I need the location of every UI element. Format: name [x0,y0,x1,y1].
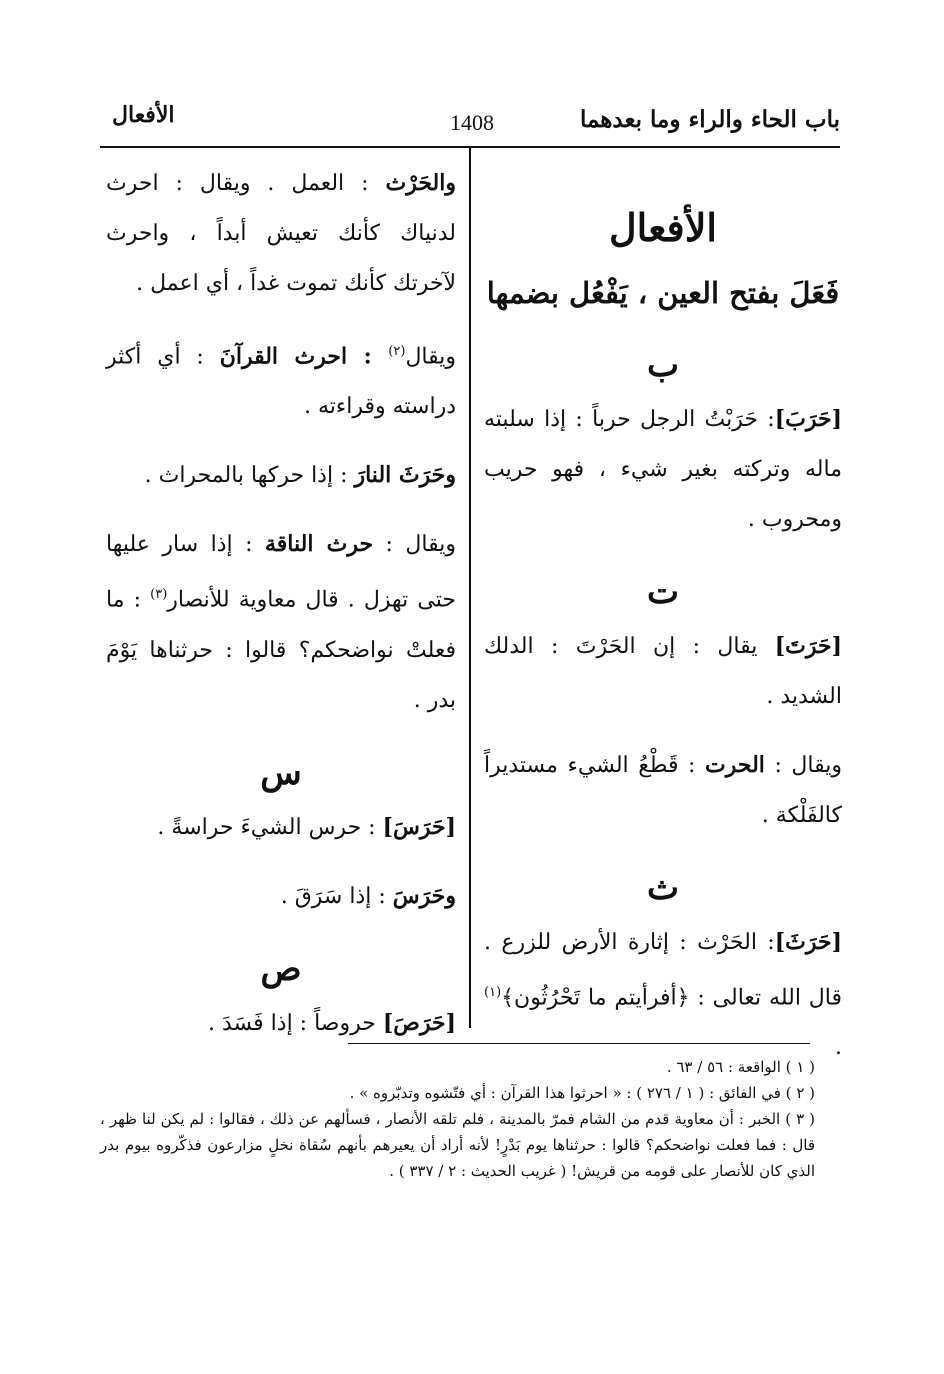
footnote-ref: (٣) [150,587,168,603]
entry-head: [حَرَسَ] [382,813,456,840]
entry-ihruth-al-quran [106,327,456,432]
entry-text: : قَطْعُ الشيء مستديراً كالفَلْكة . [484,753,842,828]
entry-harath [484,917,842,1073]
running-head-chapter: الأفعال [112,102,175,128]
entry-haras [106,802,456,853]
letter-heading-sad: ص [260,948,302,989]
footnote-ref: (١) [484,985,502,1000]
footnote-3: ( ٣ ) الخبر : أن معاوية قدم من الشام فمرّ بالمدينة ، فلم تلقه الأنصار ، فسألهم عن ذلك ، فقالوا : لم يكن لنا ظهر ، قال : فما فعلت نواضحكم؟ قالوا : حرثناها يوم بَدْرٍ! لأنه أراد أن يعيرهم بأنهم سُقاة نخلٍ مزارعون فذكّروه بيوم بدر الذي كان للأنصار على قومه من قريش! ( غريب الحديث : ٢ / ٣٣٧ ) . [100,1110,815,1180]
entry-lead: ويقال [405,344,457,370]
entry-harth-an-naqa [106,519,456,725]
entry-al-hart [484,740,842,841]
entry-head: الحرت [705,752,765,778]
entry-text: : الحَرْث : إثارة الأرض للزرع . قال الله تعالى : ﴿أفرأيتم ما تَحْرُثُون﴾ [484,930,842,1011]
entry-tail: . [835,1035,842,1061]
page-header [95,100,840,146]
entry-head: : احرث القرآنَ [219,343,389,370]
running-head-section: باب الحاء والراء وما بعدهما [580,106,840,133]
entry-al-harth [106,158,456,309]
letter-heading-ba: ب [646,345,679,385]
main-heading: الأفعال [609,205,717,250]
entry-head: وحَرَسَ [392,882,456,909]
entry-lead: ويقال : [764,753,842,778]
entry-text: : إذا سار عليها حتى تهزل . قال معاوية للأنصار [106,532,456,613]
column-divider [469,148,471,1028]
entry-harab [484,394,842,545]
entry-text: يقال : إن الحَرْتَ : الدلك الشديد . [484,634,842,709]
entry-head: حرث الناقة [265,531,374,558]
right-column [484,150,842,1073]
letter-heading-sin: س [260,752,302,793]
letter-heading-tha: ث [646,868,679,908]
entry-text: : إذا حركها بالمحراث . [144,463,355,489]
entry-text: : حَرَبْتُ الرجل حرباً : إذا سلبته ماله وتركته بغير شيء ، فهو حريب ومحروب . [484,407,842,532]
entry-head: [حَرَتَ] [774,633,842,659]
entry-text: : العمل . ويقال : احرث لدنياك كأنك تعيش أبداً ، واحرث لآخرتك كأنك تموت غداً ، أي اعمل . [106,171,456,296]
letter-heading-ta: ت [646,572,679,612]
entry-text: حروصاً : إذا فَسَدَ . [208,1010,383,1036]
entry-lead: ويقال : [373,532,456,558]
left-column [106,150,456,1049]
footnote-2: ( ٢ ) في الفائق : ( ١ / ٢٧٦ ) : « احرثوا هذا القرآن : أي فتّشوه وتدبّروه » . [349,1084,815,1102]
entry-head: [حَرَثَ] [774,929,842,955]
entry-tail: : ما فعلتْ نواضحكم؟ قالوا : حرثناها يَوْمَ بدر . [106,587,456,713]
entry-head: [حَرَصَ] [382,1009,456,1036]
footnote-1: ( ١ ) الواقعة : ٥٦ / ٦٣ . [666,1058,815,1076]
entry-harat [484,621,842,722]
entry-text: : حرس الشيءَ حراسةً . [157,814,383,840]
entry-harath-an-nar [106,450,456,501]
entry-head: والحَرْث [385,170,456,196]
entry-haras-saraqa [106,871,456,922]
sub-heading: فَعَلَ بفتح العين ، يَفْعُل بضمها [486,276,840,310]
footnotes [100,1054,815,1184]
entry-head: [حَرَبَ] [774,406,842,432]
entry-head: وحَرَثَ النارَ [354,462,456,489]
entry-haras-fasada [106,998,456,1049]
footnote-ref: (٢) [388,344,406,359]
entry-text: : أي أكثر دراسته وقراءته . [106,344,456,420]
entry-text: : إذا سَرَقَ . [280,883,393,909]
footnote-rule [348,1043,810,1044]
page-number: 1408 [450,110,494,135]
